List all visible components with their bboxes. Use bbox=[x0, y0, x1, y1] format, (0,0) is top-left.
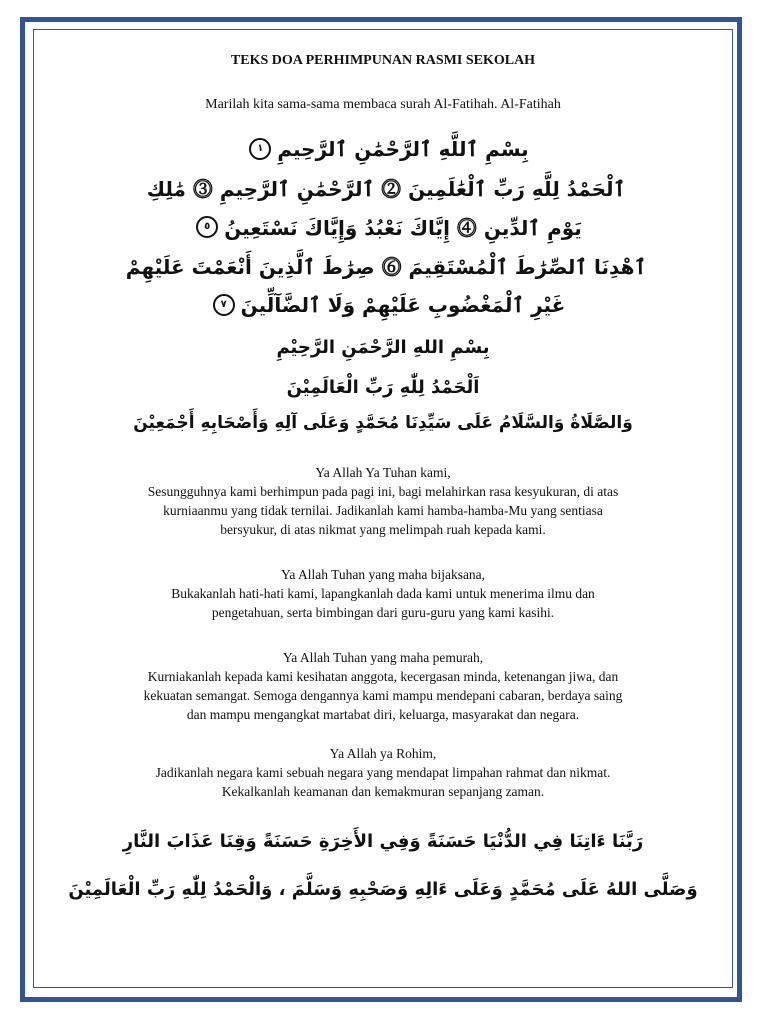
paragraph-line: kurniaanmu yang tidak ternilai. Jadikanlah kami hamba-hamba-Mu yang sentiasa bbox=[163, 503, 603, 518]
ayah-marker-icon: ١ bbox=[249, 138, 271, 160]
fatihah-line bbox=[126, 129, 646, 168]
closing-dua: رَبَّنَا ءَاتِنَا فِي الدُّنْيَا حَسَنَةً وَفِي الأَخِرَةِ حَسَنَةً وَقِنَا عَذَابَ النَّارِ bbox=[122, 831, 644, 852]
paragraph-heading: Ya Allah Tuhan yang maha bijaksana, bbox=[280, 567, 486, 582]
prayer-paragraph bbox=[76, 744, 690, 801]
paragraph-line: Kekalkanlah keamanan dan kemakmuran sepanjang zaman. bbox=[221, 784, 545, 799]
fatihah-line-text: غَيْرِ ٱلْمَغْضُوبِ عَلَيْهِمْ وَلَا ٱلضَّآلِّينَ bbox=[240, 292, 566, 317]
fatihah-line bbox=[126, 207, 646, 246]
document-title: TEKS DOA PERHIMPUNAN RASMI SEKOLAH bbox=[230, 53, 536, 68]
bismillah: بِسْمِ اللهِ الرَّحْمَنِ الرَّحِيْمِ bbox=[276, 337, 490, 358]
fatihah-line bbox=[126, 246, 646, 285]
closing-salawat: وَصَلَّى اللهُ عَلَى مُحَمَّدٍ وَعَلَى ءَالِهِ وَصَحْبِهِ وَسَلَّمَ ، وَالْحَمْدُ لِلّٰهِ رَبِّ الْعَالَمِيْنَ bbox=[68, 879, 698, 900]
paragraph-line: Sesungguhnya kami berhimpun pada pagi ini, bagi melahirkan rasa kesyukuran, di atas bbox=[147, 484, 619, 499]
paragraph-line: dan mampu mengangkat martabat diri, keluarga, masyarakat dan negara. bbox=[186, 707, 580, 722]
paragraph-line: Jadikanlah negara kami sebuah negara yang mendapat limpahan rahmat dan nikmat. bbox=[155, 765, 611, 780]
prayer-paragraph bbox=[76, 565, 690, 622]
fatihah-line-text: يَوْمِ ٱلدِّينِ ⓸ إِيَّاكَ نَعْبُدُ وَإِيَّاكَ نَسْتَعِينُ bbox=[224, 216, 582, 240]
fatihah-line-text: ٱلْحَمْدُ لِلَّهِ رَبِّ ٱلْعَٰلَمِينَ ⓶ ٱلرَّحْمَٰنِ ٱلرَّحِيمِ ⓷ مَٰلِكِ bbox=[146, 177, 626, 201]
paragraph-line: bersyukur, di atas nikmat yang melimpah ruah kepada kami. bbox=[220, 522, 546, 537]
prayer-paragraph bbox=[76, 463, 690, 539]
fatihah-line bbox=[126, 168, 646, 207]
fatihah-line-text: ٱهْدِنَا ٱلصِّرَٰطَ ٱلْمُسْتَقِيمَ ⓺ صِرَٰطَ ٱلَّذِينَ أَنْعَمْتَ عَلَيْهِمْ bbox=[125, 255, 647, 279]
ayah-marker-icon: ٧ bbox=[213, 294, 235, 316]
paragraph-heading: Ya Allah Tuhan yang maha pemurah, bbox=[282, 650, 484, 665]
paragraph-line: Bukakanlah hati-hati kami, lapangkanlah dada kami untuk menerima ilmu dan bbox=[171, 586, 595, 601]
intro-text: Marilah kita sama-sama membaca surah Al-Fatihah. Al-Fatihah bbox=[205, 97, 561, 112]
document-body bbox=[36, 31, 730, 986]
fatihah-line bbox=[126, 285, 646, 324]
al-fatihah-calligraphy bbox=[126, 129, 646, 324]
prayer-paragraph bbox=[76, 648, 690, 724]
fatihah-line-text: بِسْمِ ٱللَّهِ ٱلرَّحْمَٰنِ ٱلرَّحِيمِ bbox=[277, 136, 529, 161]
hamdalah: اَلْحَمْدُ لِلّٰهِ رَبِّ الْعَالَمِيْنَ bbox=[286, 377, 480, 398]
paragraph-heading: Ya Allah Ya Tuhan kami, bbox=[315, 465, 451, 480]
paragraph-line: kekuatan semangat. Semoga dengannya kami mampu mendepani cabaran, berdaya saing bbox=[143, 688, 623, 703]
salawat: وَالصَّلَاةُ وَالسَّلَامُ عَلَى سَيِّدِنَا مُحَمَّدٍ وَعَلَى آلِهِ وَأَصْحَابِهِ أَجْمَعِيْنَ bbox=[133, 413, 633, 433]
paragraph-line: pengetahuan, serta bimbingan dari guru-guru yang kami kasihi. bbox=[211, 605, 555, 620]
paragraph-line: Kurniakanlah kepada kami kesihatan anggota, kecergasan minda, ketenangan jiwa, dan bbox=[147, 669, 619, 684]
paragraph-heading: Ya Allah ya Rohim, bbox=[329, 746, 437, 761]
ayah-marker-icon: ٥ bbox=[196, 216, 218, 238]
